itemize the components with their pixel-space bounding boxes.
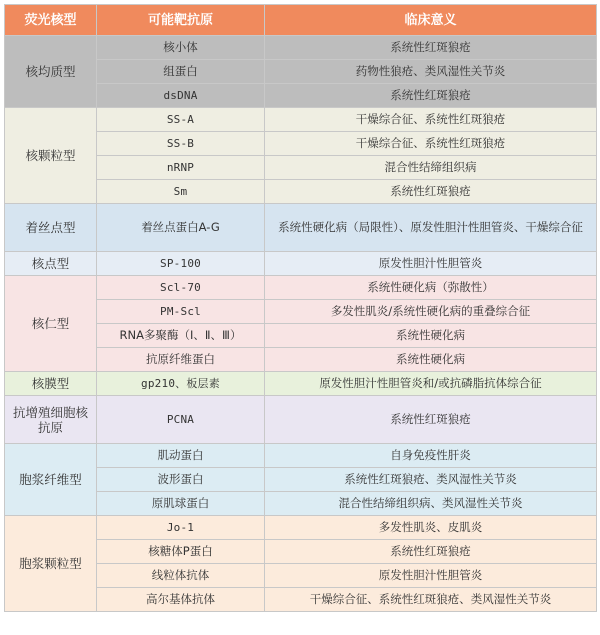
table-row — [5, 372, 597, 396]
antigen-cell: 抗原纤维蛋白 — [97, 348, 265, 372]
meaning-cell: 药物性狼疮、类风湿性关节炎 — [265, 60, 597, 84]
antibody-table-container — [4, 4, 596, 612]
pattern-cell: 核颗粒型 — [5, 108, 97, 204]
meaning-cell: 系统性红斑狼疮 — [265, 540, 597, 564]
pattern-cell: 胞浆纤维型 — [5, 444, 97, 516]
meaning-cell: 系统性硬化病 — [265, 348, 597, 372]
pattern-cell: 核点型 — [5, 252, 97, 276]
antigen-cell: PCNA — [97, 396, 265, 444]
table-body — [5, 36, 597, 612]
table-row — [5, 444, 597, 468]
meaning-cell: 系统性硬化病（局限性）、原发性胆汁性胆管炎、干燥综合征 — [265, 204, 597, 252]
antigen-cell: 原肌球蛋白 — [97, 492, 265, 516]
table-row — [5, 252, 597, 276]
antigen-cell: SS-B — [97, 132, 265, 156]
meaning-cell: 混合性结缔组织病 — [265, 156, 597, 180]
pattern-cell: 抗增殖细胞核抗原 — [5, 396, 97, 444]
meaning-cell: 系统性红斑狼疮 — [265, 36, 597, 60]
meaning-cell: 干燥综合征、系统性红斑狼疮、类风湿性关节炎 — [265, 588, 597, 612]
antigen-cell: 线粒体抗体 — [97, 564, 265, 588]
pattern-cell: 胞浆颗粒型 — [5, 516, 97, 612]
pattern-cell: 核均质型 — [5, 36, 97, 108]
antigen-cell: gp210、板层素 — [97, 372, 265, 396]
meaning-cell: 系统性红斑狼疮 — [265, 396, 597, 444]
table-row — [5, 516, 597, 540]
antigen-cell: Sm — [97, 180, 265, 204]
table-row — [5, 204, 597, 252]
antigen-cell: dsDNA — [97, 84, 265, 108]
meaning-cell: 干燥综合征、系统性红斑狼疮 — [265, 108, 597, 132]
antigen-cell: Jo-1 — [97, 516, 265, 540]
table-row — [5, 36, 597, 60]
meaning-cell: 系统性红斑狼疮 — [265, 84, 597, 108]
table-header-row — [5, 5, 597, 36]
pattern-cell: 核仁型 — [5, 276, 97, 372]
antigen-cell: Scl-70 — [97, 276, 265, 300]
antigen-cell: 核小体 — [97, 36, 265, 60]
meaning-cell: 混合性结缔组织病、类风湿性关节炎 — [265, 492, 597, 516]
antigen-cell: SS-A — [97, 108, 265, 132]
pattern-cell: 核膜型 — [5, 372, 97, 396]
antigen-cell: 着丝点蛋白A-G — [97, 204, 265, 252]
antigen-cell: 高尔基体抗体 — [97, 588, 265, 612]
antigen-cell: SP-100 — [97, 252, 265, 276]
meaning-cell: 原发性胆汁性胆管炎 — [265, 564, 597, 588]
pattern-cell: 着丝点型 — [5, 204, 97, 252]
header-antigen: 可能靶抗原 — [97, 5, 265, 36]
table-row — [5, 108, 597, 132]
meaning-cell: 系统性硬化病（弥散性） — [265, 276, 597, 300]
antigen-cell: 肌动蛋白 — [97, 444, 265, 468]
antigen-cell: RNA多聚酶（Ⅰ、Ⅱ、Ⅲ） — [97, 324, 265, 348]
table-row — [5, 276, 597, 300]
ana-pattern-table — [4, 4, 597, 612]
antigen-cell: 组蛋白 — [97, 60, 265, 84]
meaning-cell: 多发性肌炎、皮肌炎 — [265, 516, 597, 540]
meaning-cell: 系统性红斑狼疮、类风湿性关节炎 — [265, 468, 597, 492]
header-pattern: 荧光核型 — [5, 5, 97, 36]
antigen-cell: nRNP — [97, 156, 265, 180]
meaning-cell: 系统性硬化病 — [265, 324, 597, 348]
meaning-cell: 干燥综合征、系统性红斑狼疮 — [265, 132, 597, 156]
header-meaning: 临床意义 — [265, 5, 597, 36]
meaning-cell: 系统性红斑狼疮 — [265, 180, 597, 204]
meaning-cell: 多发性肌炎/系统性硬化病的重叠综合征 — [265, 300, 597, 324]
meaning-cell: 原发性胆汁性胆管炎 — [265, 252, 597, 276]
antigen-cell: 波形蛋白 — [97, 468, 265, 492]
meaning-cell: 原发性胆汁性胆管炎和/或抗磷脂抗体综合征 — [265, 372, 597, 396]
antigen-cell: 核糖体P蛋白 — [97, 540, 265, 564]
antigen-cell: PM-Scl — [97, 300, 265, 324]
table-row — [5, 396, 597, 444]
meaning-cell: 自身免疫性肝炎 — [265, 444, 597, 468]
